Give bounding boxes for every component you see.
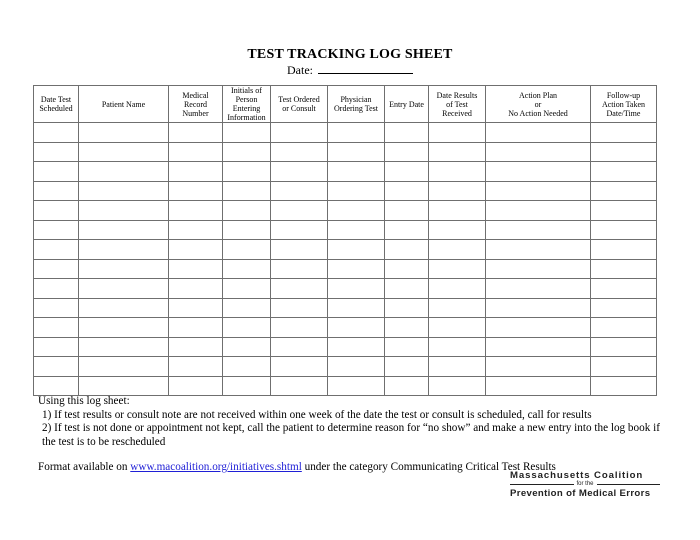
table-cell[interactable] [271, 337, 328, 357]
table-cell[interactable] [223, 259, 271, 279]
table-cell[interactable] [79, 337, 169, 357]
table-cell[interactable] [223, 123, 271, 143]
table-cell[interactable] [328, 162, 385, 182]
column-header: Initials of Person Entering Information [223, 86, 271, 123]
instruction-item-1: 1) If test results or consult note are not received within one week of the date the test or consult is scheduled, call for results [42, 408, 592, 421]
page-title: TEST TRACKING LOG SHEET [247, 47, 453, 62]
table-cell[interactable] [486, 220, 591, 240]
table-cell[interactable] [79, 259, 169, 279]
table-row [34, 279, 657, 299]
table-cell[interactable] [486, 123, 591, 143]
table-cell[interactable] [79, 357, 169, 377]
table-cell[interactable] [429, 240, 486, 260]
table-cell[interactable] [328, 123, 385, 143]
column-header: Patient Name [79, 86, 169, 123]
table-cell[interactable] [223, 220, 271, 240]
table-row [34, 240, 657, 260]
coalition-logo [510, 470, 660, 499]
table-row [34, 357, 657, 377]
table-cell[interactable] [328, 376, 385, 396]
table-cell[interactable] [271, 181, 328, 201]
table-cell[interactable] [34, 142, 79, 162]
table-cell[interactable] [486, 181, 591, 201]
table-cell[interactable] [271, 376, 328, 396]
table-cell[interactable] [328, 142, 385, 162]
table-cell[interactable] [271, 259, 328, 279]
table-cell[interactable] [385, 337, 429, 357]
table-cell[interactable] [385, 123, 429, 143]
table-cell[interactable] [591, 279, 657, 299]
table-cell[interactable] [591, 240, 657, 260]
table-cell[interactable] [486, 337, 591, 357]
table-cell[interactable] [169, 220, 223, 240]
table-cell[interactable] [79, 201, 169, 221]
table-cell[interactable] [169, 337, 223, 357]
table-row [34, 259, 657, 279]
table-cell[interactable] [486, 162, 591, 182]
table-cell[interactable] [223, 279, 271, 299]
table-cell[interactable] [79, 123, 169, 143]
table-cell[interactable] [591, 162, 657, 182]
table-cell[interactable] [223, 181, 271, 201]
table-cell[interactable] [34, 181, 79, 201]
table-row [34, 337, 657, 357]
table-cell[interactable] [34, 240, 79, 260]
column-header: Medical Record Number [169, 86, 223, 123]
table-row [34, 181, 657, 201]
table-cell[interactable] [79, 142, 169, 162]
table-cell[interactable] [271, 279, 328, 299]
logo-line-1: Massachusetts Coalition [510, 470, 644, 481]
table-cell[interactable] [385, 142, 429, 162]
table-cell[interactable] [385, 279, 429, 299]
column-header: Physician Ordering Test [328, 86, 385, 123]
table-cell[interactable] [328, 201, 385, 221]
table-cell[interactable] [34, 279, 79, 299]
table-row [34, 298, 657, 318]
column-header: Date Test Scheduled [34, 86, 79, 123]
column-header: Date Results of Test Received [429, 86, 486, 123]
format-prefix: Format available on [38, 461, 128, 473]
table-cell[interactable] [429, 220, 486, 240]
table-cell[interactable] [79, 162, 169, 182]
table-cell[interactable] [223, 337, 271, 357]
table-cell[interactable] [328, 357, 385, 377]
table-cell[interactable] [486, 142, 591, 162]
table-cell[interactable] [34, 318, 79, 338]
table-cell[interactable] [79, 220, 169, 240]
table-cell[interactable] [429, 259, 486, 279]
table-cell[interactable] [486, 240, 591, 260]
table-cell[interactable] [169, 298, 223, 318]
table-cell[interactable] [169, 279, 223, 299]
table-cell[interactable] [34, 220, 79, 240]
table-cell[interactable] [328, 279, 385, 299]
table-cell[interactable] [169, 376, 223, 396]
table-cell[interactable] [591, 259, 657, 279]
table-cell[interactable] [223, 201, 271, 221]
table-cell[interactable] [328, 318, 385, 338]
table-cell[interactable] [591, 357, 657, 377]
format-suffix: under the category Communicating Critical Test Results [304, 461, 556, 473]
table-row [34, 162, 657, 182]
table-cell[interactable] [328, 220, 385, 240]
table-cell[interactable] [328, 181, 385, 201]
log-table [33, 85, 657, 396]
table-cell[interactable] [486, 318, 591, 338]
table-cell[interactable] [169, 259, 223, 279]
table-cell[interactable] [385, 220, 429, 240]
date-blank-line [318, 62, 413, 74]
table-cell[interactable] [486, 376, 591, 396]
format-link[interactable]: www.macoalition.org/initiatives.shtml [130, 461, 302, 473]
table-cell[interactable] [271, 318, 328, 338]
table-cell[interactable] [385, 357, 429, 377]
table-row [34, 318, 657, 338]
table-cell[interactable] [429, 123, 486, 143]
table-cell[interactable] [591, 318, 657, 338]
table-cell[interactable] [429, 181, 486, 201]
table-cell[interactable] [591, 201, 657, 221]
table-cell[interactable] [591, 123, 657, 143]
table-cell[interactable] [486, 279, 591, 299]
table-cell[interactable] [385, 318, 429, 338]
table-cell[interactable] [79, 279, 169, 299]
table-cell[interactable] [591, 337, 657, 357]
table-cell[interactable] [79, 298, 169, 318]
table-cell[interactable] [169, 162, 223, 182]
table-cell[interactable] [169, 357, 223, 377]
table-cell[interactable] [429, 376, 486, 396]
table-cell[interactable] [223, 162, 271, 182]
column-header: Entry Date [385, 86, 429, 123]
table-cell[interactable] [223, 357, 271, 377]
column-header: Action Plan or No Action Needed [486, 86, 591, 123]
table-cell[interactable] [328, 337, 385, 357]
table-cell[interactable] [429, 298, 486, 318]
column-header: Follow-up Action Taken Date/Time [591, 86, 657, 123]
table-row [34, 220, 657, 240]
table-cell[interactable] [385, 259, 429, 279]
date-field-row [0, 62, 700, 78]
table-cell[interactable] [328, 298, 385, 318]
table-cell[interactable] [34, 162, 79, 182]
table-cell[interactable] [79, 240, 169, 260]
table-cell[interactable] [328, 259, 385, 279]
column-header: Test Ordered or Consult [271, 86, 328, 123]
table-cell[interactable] [429, 279, 486, 299]
table-cell[interactable] [591, 220, 657, 240]
table-cell[interactable] [169, 201, 223, 221]
table-cell[interactable] [385, 240, 429, 260]
table-row [34, 201, 657, 221]
table-cell[interactable] [223, 318, 271, 338]
table-cell[interactable] [169, 142, 223, 162]
table-cell[interactable] [34, 298, 79, 318]
table-cell[interactable] [223, 298, 271, 318]
table-cell[interactable] [385, 376, 429, 396]
table-cell[interactable] [223, 240, 271, 260]
table-cell[interactable] [385, 181, 429, 201]
table-cell[interactable] [79, 376, 169, 396]
table-cell[interactable] [429, 162, 486, 182]
instruction-item-2: 2) If test is not done or appointment not kept, call the patient to determine reason for “no show” and make a new entry into the log book if the test is to be rescheduled [42, 422, 660, 448]
table-cell[interactable] [169, 240, 223, 260]
table-header-row [34, 86, 657, 123]
logo-line-2 [510, 481, 660, 488]
table-cell[interactable] [385, 162, 429, 182]
table-cell[interactable] [271, 357, 328, 377]
table-cell[interactable] [34, 259, 79, 279]
table-cell[interactable] [34, 337, 79, 357]
table-cell[interactable] [79, 318, 169, 338]
table-cell[interactable] [429, 337, 486, 357]
table-cell[interactable] [271, 123, 328, 143]
table-cell[interactable] [271, 240, 328, 260]
table-cell[interactable] [591, 142, 657, 162]
table-cell[interactable] [271, 220, 328, 240]
table-cell[interactable] [429, 318, 486, 338]
table-cell[interactable] [486, 298, 591, 318]
instructions-heading: Using this log sheet: [38, 395, 130, 407]
table-cell[interactable] [486, 201, 591, 221]
table-cell[interactable] [34, 357, 79, 377]
table-cell[interactable] [429, 201, 486, 221]
table-cell[interactable] [591, 181, 657, 201]
table-cell[interactable] [271, 142, 328, 162]
table-cell[interactable] [328, 240, 385, 260]
table-cell[interactable] [385, 201, 429, 221]
instructions [38, 395, 668, 475]
table-cell[interactable] [169, 123, 223, 143]
table-row [34, 123, 657, 143]
table-cell[interactable] [223, 376, 271, 396]
table-row [34, 142, 657, 162]
table-row [34, 376, 657, 396]
date-label: Date: [287, 63, 313, 77]
table-cell[interactable] [34, 376, 79, 396]
table-cell[interactable] [271, 201, 328, 221]
table-cell[interactable] [385, 298, 429, 318]
table-cell[interactable] [486, 357, 591, 377]
table-cell[interactable] [271, 162, 328, 182]
table-cell[interactable] [486, 259, 591, 279]
table-cell[interactable] [79, 181, 169, 201]
table-cell[interactable] [34, 123, 79, 143]
table-cell[interactable] [223, 142, 271, 162]
table-cell[interactable] [271, 298, 328, 318]
table-body [34, 123, 657, 396]
logo-line-3: Prevention of Medical Errors [510, 488, 651, 499]
logo-for-the: for the [576, 481, 594, 487]
table-cell[interactable] [169, 181, 223, 201]
table-cell[interactable] [591, 298, 657, 318]
table-cell[interactable] [34, 201, 79, 221]
table-cell[interactable] [429, 142, 486, 162]
table-cell[interactable] [429, 357, 486, 377]
table-cell[interactable] [591, 376, 657, 396]
table-cell[interactable] [169, 318, 223, 338]
